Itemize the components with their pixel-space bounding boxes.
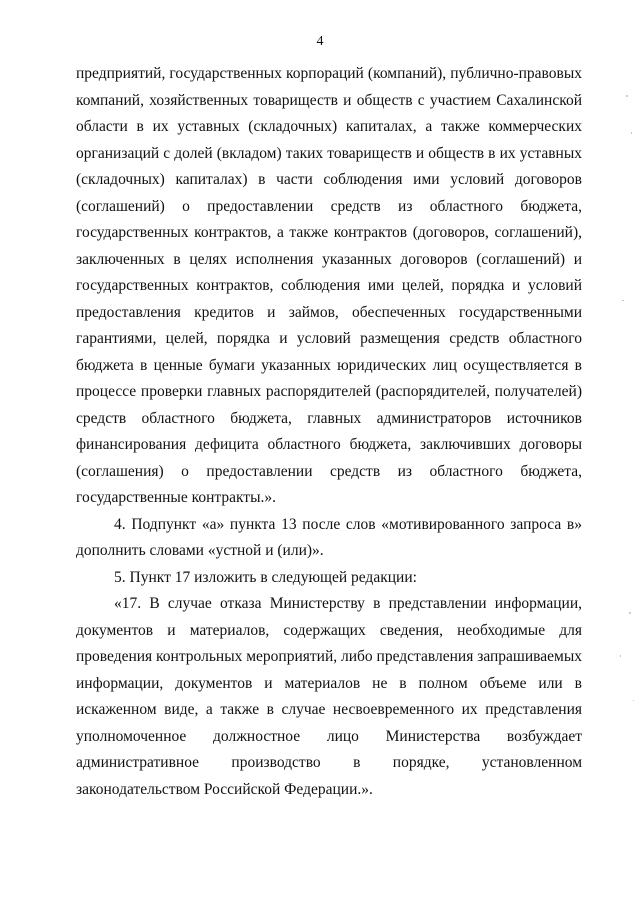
scan-speck [622, 300, 624, 301]
scan-speck [631, 132, 632, 134]
scan-speck [626, 95, 628, 97]
scan-speck [629, 612, 631, 614]
paragraph-item-4: 4. Подпункт «а» пункта 13 после слов «мотивированного запроса в» дополнить словами «устной и (или)». [76, 515, 582, 559]
scan-speck [620, 655, 621, 657]
paragraph-item-17: «17. В случае отказа Министерству в представлении информации, документов и материалов, содержащих сведения, необходимые для проведения контрольных мероприятий, либо представления запрашиваемых информации, документов и материалов не в полном объеме или в искаженном виде, а также в случае несвоевременного их представления уполномоченное должностное лицо Министерства возбуждает административное производство в порядке, установленном законодательством Российской Федерации.». [76, 595, 583, 798]
document-body [76, 61, 582, 803]
page-number: 4 [316, 34, 324, 49]
paragraph-item-5: 5. Пункт 17 изложить в следующей редакции: [114, 568, 417, 586]
paragraph-continuation: предприятий, государственных корпораций (компаний), публично-правовых компаний, хозяйственных товариществ и обществ с участием Сахалинской области в их уставных (складочных) капиталах, а также коммерческих организаций с долей (вкладом) таких товариществ и обществ в их уставных (складочных) капиталах) в части соблюдения ими условий договоров (соглашений) о предоставлении средств из областного бюджета, государственных контрактов, а также контрактов (договоров, соглашений), заключенных в целях исполнения указанных договоров (соглашений) и государственных контрактов, соблюдения ими целей, порядка и условий предоставления кредитов и займов, обеспеченных государственными гарантиями, целей, порядка и условий размещения средств областного бюджета в ценные бумаги указанных юридических лиц осуществляется в процессе проверки главных распорядителей (распорядителей, получателей) средств областного бюджета, главных администраторов источников финансирования дефицита областного бюджета, заключивших договоры (соглашения) о предоставлении средств из областного бюджета, государственные контракты.». [76, 65, 582, 506]
scan-speck [633, 700, 634, 701]
